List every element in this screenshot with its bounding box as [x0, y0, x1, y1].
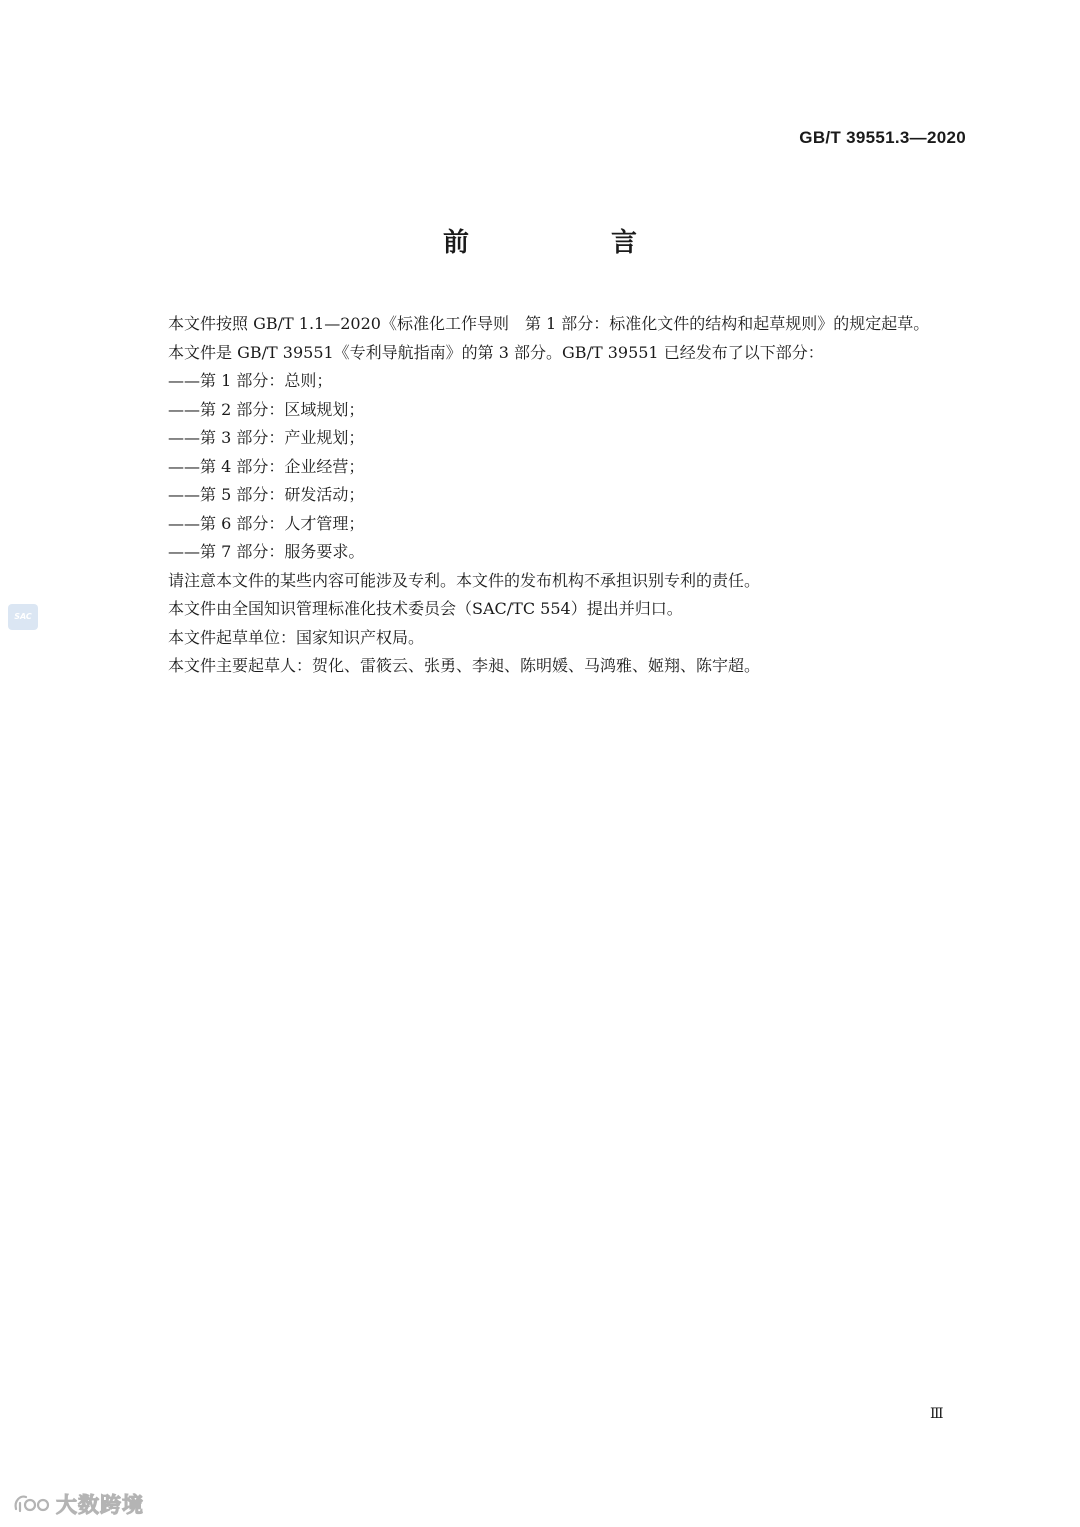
paragraph-series-intro: 本文件是 GB/T 39551《专利导航指南》的第 3 部分。GB/T 39551 已经发布了以下部分： — [168, 342, 824, 362]
page-number: Ⅲ — [930, 1406, 944, 1422]
list-item: ——第 2 部分：区域规划； — [168, 399, 365, 419]
list-item: ——第 7 部分：服务要求。 — [168, 542, 365, 561]
list-item: ——第 5 部分：研发活动； — [168, 485, 365, 504]
watermark-text: 大数跨境 — [56, 1493, 144, 1517]
site-logo-icon — [12, 1491, 52, 1517]
standard-code: GB/T 39551.3—2020 — [799, 128, 966, 147]
paragraph-drafting-unit: 本文件起草单位：国家知识产权局。 — [168, 627, 425, 647]
parts-list — [130, 367, 966, 567]
document-body — [130, 310, 966, 681]
paragraph-drafters: 本文件主要起草人：贺化、雷筱云、张勇、李昶、陈明媛、马鸿雅、姬翔、陈宇超。 — [168, 656, 761, 675]
paragraph-proposer: 本文件由全国知识管理标准化技术委员会（SAC/TC 554）提出并归口。 — [168, 599, 683, 618]
page-title: 前 言 — [442, 228, 695, 258]
sac-stamp: SAC — [8, 604, 38, 630]
paragraph-drafting-basis: 本文件按照 GB/T 1.1—2020《标准化工作导则 第 1 部分：标准化文件的结构和起草规则》的规定起草。 — [168, 314, 930, 333]
paragraph-patent-notice: 请注意本文件的某些内容可能涉及专利。本文件的发布机构不承担识别专利的责任。 — [168, 570, 761, 590]
list-item: ——第 1 部分：总则； — [168, 371, 333, 390]
list-item: ——第 6 部分：人才管理； — [168, 513, 365, 533]
watermark — [12, 1488, 144, 1520]
list-item: ——第 4 部分：企业经营； — [168, 456, 365, 476]
list-item: ——第 3 部分：产业规划； — [168, 428, 365, 447]
